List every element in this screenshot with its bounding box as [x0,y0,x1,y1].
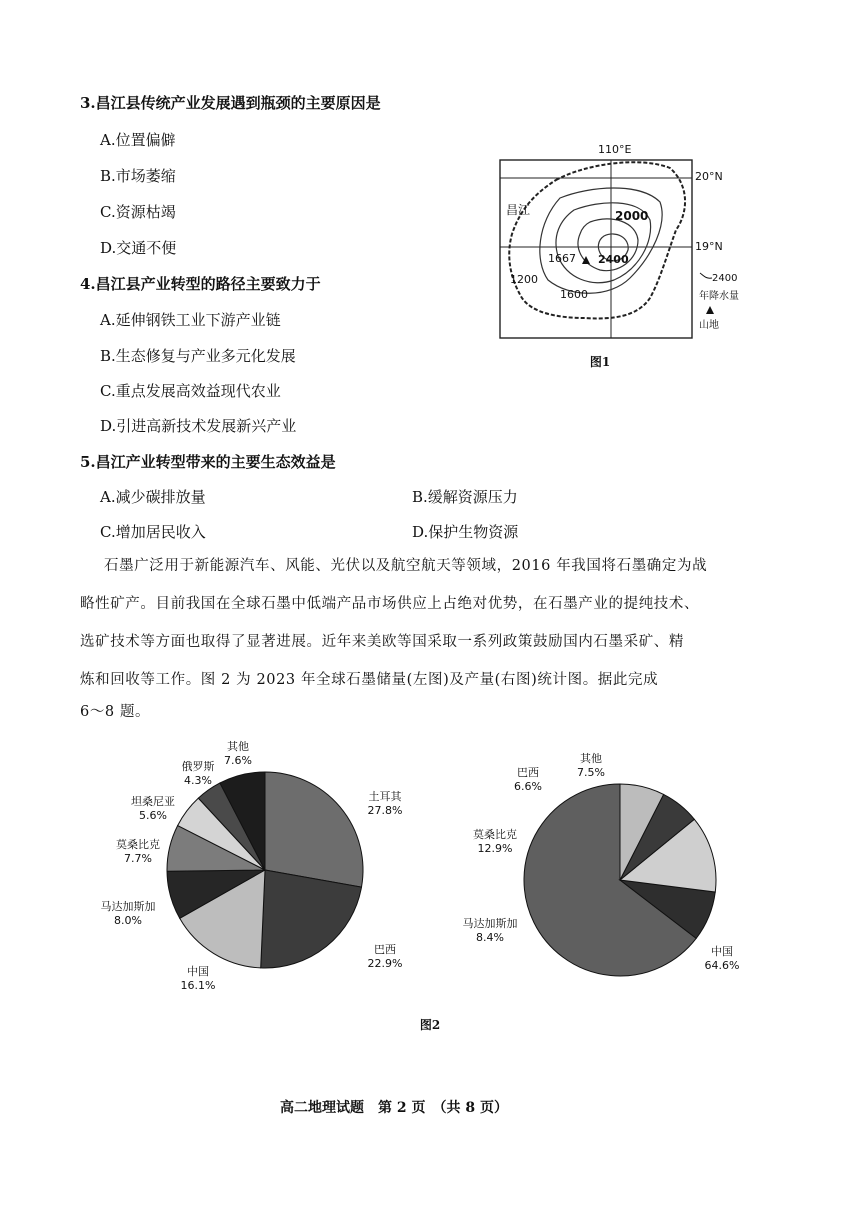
q4-option-d: D.引进高新技术发展新兴产业 [100,417,297,435]
contour-label-1600: 1600 [560,288,588,301]
passage-line-1: 石墨广泛用于新能源汽车、风能、光伏以及航空航天等领域，2016 年我国将石墨确定为战 [104,558,708,574]
pie-slice-0-0 [265,772,363,887]
place-label-changjiang: 昌江 [506,203,531,217]
page-footer: 高二地理试题 第 2 页 （共 8 页） [280,1100,508,1116]
pie-label-0-0: 土耳其 [368,790,402,803]
passage-line-5: 6～8 题。 [80,704,151,720]
legend-isoline-sample [700,273,712,278]
pie-label-0-7: 其他 [227,740,249,753]
q4-option-a: A.延伸钢铁工业下游产业链 [100,311,281,329]
legend-value: 2400 [712,273,738,284]
pie-value-label-0-3: 8.0% [114,914,142,927]
figure2-caption: 图2 [419,1018,441,1032]
q5-option-b: B.缓解资源压力 [412,488,518,506]
q3-option-d: D.交通不便 [100,239,177,257]
q3-option-a: A.位置偏僻 [100,131,176,149]
pie-label-0-4: 莫桑比克 [116,838,160,851]
pie-value-label-0-4: 7.7% [124,852,152,865]
pie-value-label-1-2: 12.9% [477,842,513,855]
latitude-label-19n: 19°N [695,240,723,253]
longitude-label: 110°E [598,143,632,156]
legend-rainfall-label: 年降水量 [699,291,739,302]
pie-value-label-1-1: 8.4% [476,931,504,944]
legend-mountain-icon [706,306,714,314]
production-pie-chart [440,740,770,1000]
q5-option-d: D.保护生物资源 [412,523,519,541]
pie-label-1-2: 莫桑比克 [473,828,517,841]
pie-label-1-1: 马达加斯加 [462,917,518,930]
contour-label-2400: 2400 [598,253,629,266]
mountain-marker [582,256,590,264]
pie-label-0-2: 中国 [187,965,209,978]
passage-line-2: 略性矿产。目前我国在全球石墨中低端产品市场供应上占绝对优势，在石墨产业的提纯技术、 [80,596,700,612]
pie-value-label-1-0: 64.6% [704,959,740,972]
q4-option-c: C.重点发展高效益现代农业 [100,382,281,400]
figure1-map [490,138,770,348]
pie-label-1-4: 其他 [580,752,602,765]
reserves-pie-chart [90,740,420,1000]
latitude-label-20n: 20°N [695,170,723,183]
q5-option-c: C.增加居民收入 [100,523,206,541]
pie-value-label-1-4: 7.5% [577,766,605,779]
pie-value-label-0-0: 27.8% [367,804,403,817]
pie-value-label-0-2: 16.1% [180,979,216,992]
pie-label-0-1: 巴西 [374,943,396,956]
pie-value-label-0-6: 4.3% [184,774,212,787]
pie-value-label-0-7: 7.6% [224,754,252,767]
pie-value-label-0-1: 22.9% [367,957,403,970]
q3-option-c: C.资源枯竭 [100,203,176,221]
pie-label-0-5: 坦桑尼亚 [131,795,175,808]
pie-slice-0-1 [261,870,362,968]
figure1-caption: 图1 [589,355,611,369]
legend-mountain-label: 山地 [699,320,719,331]
question-5-stem: 5.昌江产业转型带来的主要生态效益是 [80,453,336,471]
question-3-stem: 3.昌江县传统产业发展遇到瓶颈的主要原因是 [80,94,381,112]
q3-option-b: B.市场萎缩 [100,167,176,185]
pie-label-1-3: 巴西 [517,766,539,779]
passage-line-3: 选矿技术等方面也取得了显著进展。近年来美欧等国采取一系列政策鼓励国内石墨采矿、精 [80,634,684,650]
island-coastline [509,162,685,318]
map-frame [500,160,692,338]
q4-option-b: B.生态修复与产业多元化发展 [100,347,296,365]
pie-value-label-1-3: 6.6% [514,780,542,793]
contour-label-2000: 2000 [615,209,649,223]
question-4-stem: 4.昌江县产业转型的路径主要致力于 [80,275,321,293]
pie-label-0-3: 马达加斯加 [100,900,156,913]
pie-value-label-0-5: 5.6% [139,809,167,822]
pie-label-1-0: 中国 [711,945,733,958]
pie-label-0-6: 俄罗斯 [181,760,215,773]
peak-elevation-label: 1667 [548,252,576,265]
q5-option-a: A.减少碳排放量 [100,488,206,506]
contour-label-1200: 1200 [510,273,538,286]
passage-line-4: 炼和回收等工作。图 2 为 2023 年全球石墨储量(左图)及产量(右图)统计图。据此完成 [80,672,659,688]
